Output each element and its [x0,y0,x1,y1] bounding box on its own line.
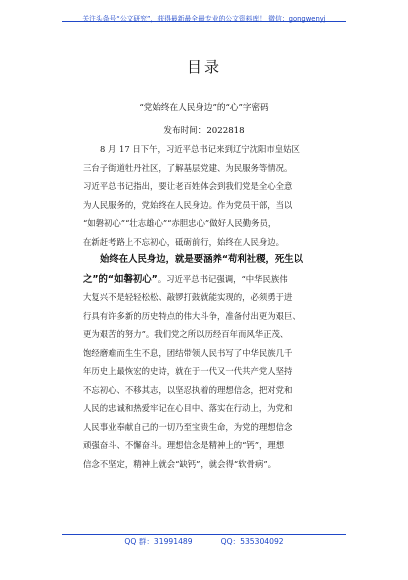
paragraph-2-line: 更为艰苦的努力”。我们党之所以历经百年而风华正茂、 [83,329,289,339]
footer-qq-group: QQ 群：31991489 [124,537,193,546]
paragraph-2-line-rest: 。习近平总书记强调，“中华民族伟 [157,273,288,284]
paragraph-2-heading-end: 之”的“如磐初心” [83,273,158,285]
header-banner [0,6,408,23]
paragraph-2-line: 人民事业奉献自己的一切乃至宝贵生命，为党的理想信念 [83,421,293,432]
paragraph-1-line: 三台子街道牡丹社区，了解基层党建、为民服务等情况。 [83,162,293,173]
paragraph-2-line: 不忘初心、不移其志，以坚忍执着的理想信念，把对党和 [83,384,293,395]
footer [0,536,408,547]
toc-title: 目录 [186,58,221,76]
footer-qq: QQ：535304092 [220,537,284,546]
footer-divider [62,534,346,535]
paragraph-2-line: 人民的忠诚和热爱牢记在心目中、落实在行动上，为党和 [83,403,293,413]
paragraph-2-line: 年历史上最恢宏的史诗，就在于一代又一代共产党人坚持 [83,366,293,376]
paragraph-2-line: 大复兴不是轻轻松松、敲锣打鼓就能实现的，必须勇于进 [83,292,293,302]
article-title: “党始终在人民身边”的“心”字密码 [139,103,269,113]
paragraph-2-line: 信念不坚定，精神上就会“缺钙”，就会得“软骨病”。 [83,458,276,469]
paragraph-2-line [83,270,328,289]
paragraph-1-line: 习近平总书记指出，要让老百姓体会到我们党是全心全意 [83,181,293,191]
paragraph-1 [83,140,328,251]
paragraph-1-line: 为人民服务的，党始终在人民身边。作为党员干部，当以 [83,199,293,210]
header-banner-text: 关注头条号“公文研究”，获得最新最全最专业的公文资料库！ 微信：gongwenyj [82,15,326,23]
header-divider [62,21,346,22]
paragraph-2-heading: 始终在人民身边，就是要涵养“苟利社稷，死生以 [100,254,304,265]
paragraph-1-line: 8 月 17 日下午，习近平总书记来到辽宁沈阳市皇姑区 [100,144,300,154]
paragraph-2-line: 顽强奋斗、不懈奋斗。理想信念是精神上的“钙”，理想 [83,440,285,450]
paragraph-2 [83,251,328,473]
paragraph-2-line: 饱经磨难而生生不息，团结带领人民书写了中华民族几千 [83,347,293,358]
publish-date: 发布时间：2022818 [163,126,245,136]
paragraph-2-line: 行具有许多新的历史特点的伟大斗争，准备付出更为艰巨、 [83,310,301,321]
paragraph-1-line: “如磐初心”“壮志雄心”“赤胆忠心”做好人民勤务员， [83,218,277,228]
article-body [83,140,328,473]
paragraph-1-line: 在新赶考路上不忘初心，砥砺前行，始终在人民身边。 [83,236,284,247]
